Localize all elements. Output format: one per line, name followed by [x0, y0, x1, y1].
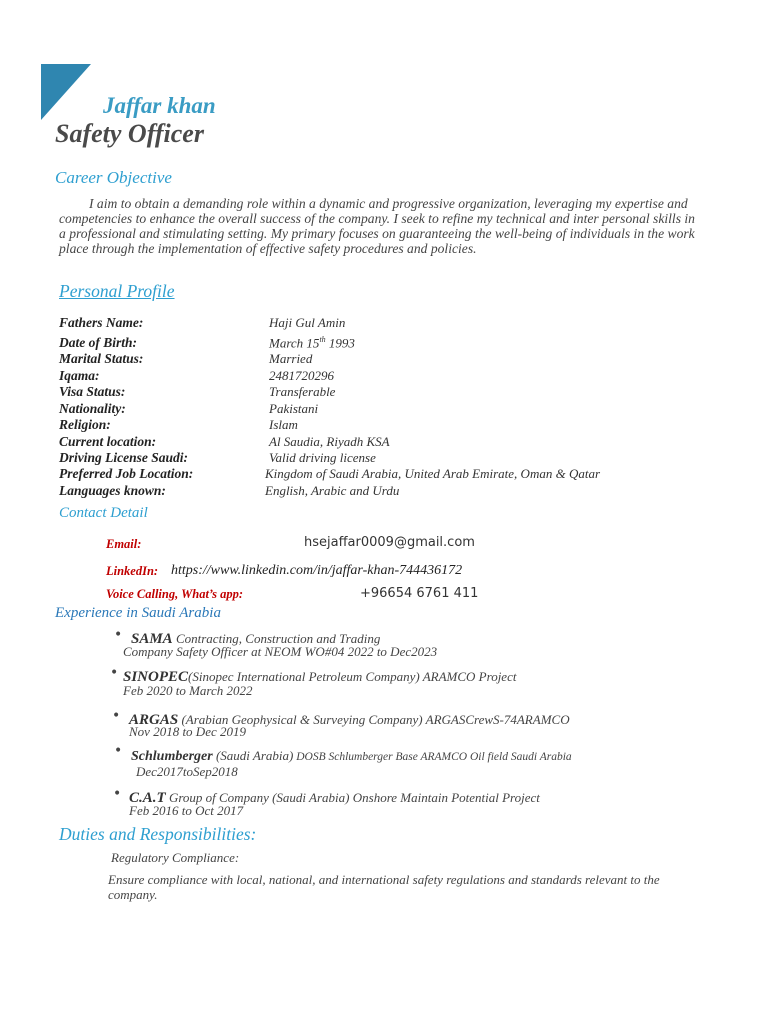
dob-year: 1993	[325, 335, 355, 351]
linkedin-label: LinkedIn:	[106, 564, 159, 578]
profile-value: Islam	[269, 417, 298, 432]
profile-value-dob	[269, 335, 355, 351]
company-name: SINOPEC	[123, 669, 189, 685]
experience-detail: Dec2017toSep2018	[136, 764, 238, 779]
candidate-name: Jaffar khan	[103, 93, 216, 118]
bullet-icon: •	[110, 665, 119, 681]
section-heading-duties: Duties and Responsibilities:	[59, 824, 257, 844]
section-heading-career-objective: Career Objective	[55, 168, 172, 187]
experience-detail: Feb 2020 to March 2022	[123, 683, 253, 698]
duties-subheading: Regulatory Compliance:	[111, 850, 240, 865]
profile-value: Transferable	[269, 384, 336, 399]
company-desc-small: DOSB Schlumberger Base ARAMCO Oil field Saudi Arabia	[293, 751, 572, 763]
profile-value: Al Saudia, Riyadh KSA	[269, 434, 390, 449]
experience-item-header	[131, 745, 572, 765]
company-name: SAMA	[131, 631, 173, 647]
company-name: Schlumberger	[131, 749, 213, 764]
profile-label: Marital Status:	[59, 351, 144, 366]
profile-label: Fathers Name:	[59, 315, 144, 330]
company-desc: (Sinopec International Petroleum Company) ARAMCO Project	[188, 669, 517, 684]
phone-value[interactable]: +96654 6761 411	[360, 586, 479, 601]
company-name: ARGAS	[129, 712, 179, 728]
phone-label: Voice Calling, What’s app:	[106, 587, 244, 601]
profile-value: Pakistani	[269, 401, 319, 416]
profile-value: Married	[269, 351, 313, 366]
duties-text: Ensure compliance with local, national, and international safety regulations and standards relevant to the company.	[108, 872, 660, 902]
objective-paragraph: I aim to obtain a demanding role within a dynamic and progressive organization, leveraging my expertise and competencies to enhance the overall success of the company. I seek to refine my technical and inter personal skills in a professional and stimulating setting. My primary focuses on guaranteeing the well-being of individuals in the work place through the implementation of effective safety procedures and policies.	[59, 196, 695, 256]
profile-label: Driving License Saudi:	[59, 450, 189, 465]
company-desc: Group of Company (Saudi Arabia) Onshore Maintain Potential Project	[165, 790, 540, 805]
corner-accent-triangle	[41, 64, 91, 120]
profile-value: Valid driving license	[269, 450, 376, 465]
email-label: Email:	[106, 537, 142, 551]
dob-month-day: March 15	[269, 335, 320, 351]
bullet-icon: •	[113, 786, 122, 802]
profile-label: Visa Status:	[59, 384, 126, 399]
profile-value: 2481720296	[269, 368, 334, 383]
email-value[interactable]: hsejaffar0009@gmail.com	[304, 535, 475, 550]
dob-suffix: th	[319, 335, 326, 344]
section-heading-experience: Experience in Saudi Arabia	[55, 605, 221, 621]
profile-value: Haji Gul Amin	[269, 315, 346, 330]
profile-value: Kingdom of Saudi Arabia, United Arab Emirate, Oman & Qatar	[265, 466, 600, 481]
company-desc: Contracting, Construction and Trading	[172, 631, 381, 646]
profile-value: English, Arabic and Urdu	[265, 483, 400, 498]
experience-detail: Company Safety Officer at NEOM WO#04 2022 to Dec2023	[123, 644, 438, 659]
experience-detail: Feb 2016 to Oct 2017	[129, 803, 244, 818]
linkedin-link[interactable]: https://www.linkedin.com/in/jaffar-khan-744436172	[171, 563, 463, 578]
profile-label: Date of Birth:	[59, 335, 138, 350]
profile-label: Preferred Job Location:	[59, 466, 194, 481]
bullet-icon: •	[114, 743, 123, 759]
section-heading-contact: Contact Detail	[59, 505, 148, 521]
company-desc: (Arabian Geophysical & Surveying Company) ARGASCrewS-74ARAMCO	[178, 712, 570, 727]
experience-detail: Nov 2018 to Dec 2019	[129, 724, 246, 739]
profile-label: Current location:	[59, 434, 157, 449]
profile-label: Nationality:	[59, 401, 126, 416]
bullet-icon: •	[112, 708, 121, 724]
company-name: C.A.T	[129, 790, 166, 806]
section-heading-personal-profile: Personal Profile	[59, 281, 175, 301]
job-title: Safety Officer	[55, 119, 204, 148]
profile-label: Religion:	[59, 417, 111, 432]
profile-label: Languages known:	[59, 483, 166, 498]
bullet-icon: •	[114, 627, 123, 643]
career-objective-text	[59, 196, 699, 256]
company-desc: (Saudi Arabia)	[212, 748, 294, 763]
profile-label: Iqama:	[59, 368, 100, 383]
